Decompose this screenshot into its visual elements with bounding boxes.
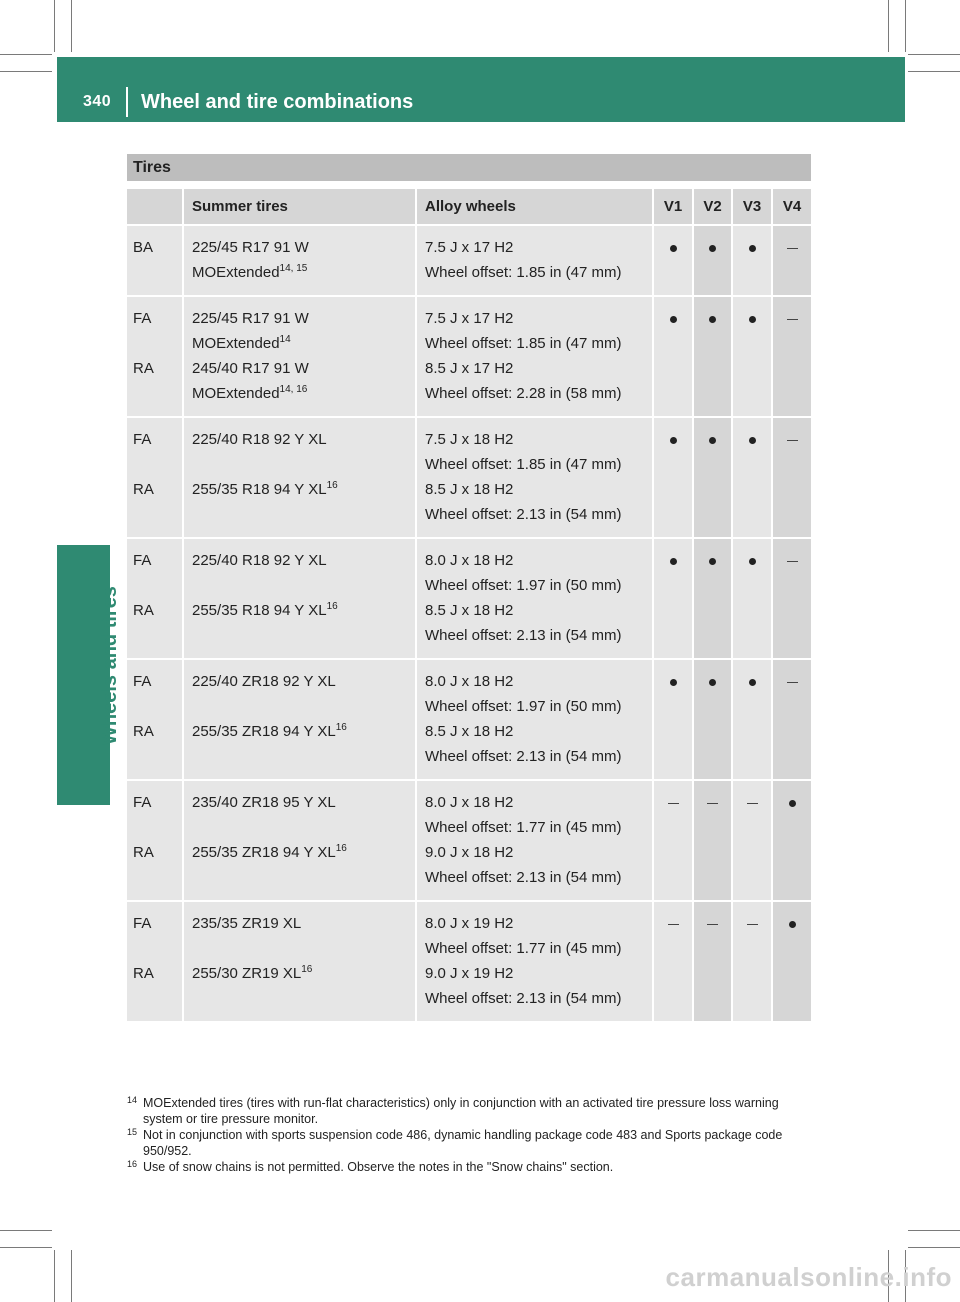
variant-cell <box>692 779 731 900</box>
wheel-spec: 8.0 J x 18 H2 <box>425 794 514 811</box>
available-dot-icon <box>670 437 677 444</box>
axle-label: FA <box>133 310 152 327</box>
axle-label: FA <box>133 794 152 811</box>
wheel-cell <box>415 537 652 658</box>
wheel-spec: 8.5 J x 18 H2 <box>425 723 514 740</box>
footnote <box>127 1095 817 1127</box>
crop-mark <box>0 54 52 55</box>
crop-mark <box>905 0 906 52</box>
tire-size: 225/45 R17 91 W <box>192 239 309 256</box>
not-available-dash-icon <box>787 561 798 562</box>
crop-mark <box>71 0 72 52</box>
axle-label: FA <box>133 431 152 448</box>
variant-cell <box>692 295 731 416</box>
not-available-dash-icon <box>787 319 798 320</box>
table-row <box>127 295 811 416</box>
not-available-dash-icon <box>707 803 718 804</box>
table-row <box>127 900 811 1021</box>
variant-cell <box>731 658 771 779</box>
footnote-ref: 16 <box>326 601 338 612</box>
tire-size: 255/30 ZR19 XL$^{16}$ <box>192 964 313 982</box>
axle-cell <box>127 295 182 416</box>
axle-label: RA <box>133 481 154 498</box>
variant-cell <box>692 416 731 537</box>
available-dot-icon <box>709 245 716 252</box>
tire-size: 255/35 R18 94 Y XL$^{16}$ <box>192 601 338 619</box>
wheel-spec: Wheel offset: 1.85 in (47 mm) <box>425 456 622 473</box>
available-dot-icon <box>709 679 716 686</box>
page-title: Wheel and tire combinations <box>141 91 414 113</box>
crop-mark <box>0 1247 52 1248</box>
not-available-dash-icon <box>707 924 718 925</box>
axle-label: FA <box>133 915 152 932</box>
axle-label: FA <box>133 552 152 569</box>
tire-size: 255/35 ZR18 94 Y XL$^{16}$ <box>192 843 347 861</box>
column-header: V4 <box>771 189 811 224</box>
axle-label: RA <box>133 723 154 740</box>
variant-cell <box>692 658 731 779</box>
wheel-cell <box>415 295 652 416</box>
wheel-spec: 9.0 J x 18 H2 <box>425 844 514 861</box>
wheel-spec: Wheel offset: 2.13 in (54 mm) <box>425 990 622 1007</box>
crop-mark <box>71 1250 72 1302</box>
footnote-text: Use of snow chains is not permitted. Observe the notes in the "Snow chains" section. <box>143 1160 614 1174</box>
table-header-row <box>127 189 811 224</box>
axle-cell <box>127 779 182 900</box>
wheel-spec: Wheel offset: 2.13 in (54 mm) <box>425 869 622 886</box>
wheel-cell <box>415 658 652 779</box>
wheel-spec: Wheel offset: 1.97 in (50 mm) <box>425 698 622 715</box>
variant-cell <box>731 537 771 658</box>
table-row <box>127 779 811 900</box>
not-available-dash-icon <box>668 924 679 925</box>
wheel-spec: Wheel offset: 1.85 in (47 mm) <box>425 264 622 281</box>
available-dot-icon <box>789 800 796 807</box>
wheel-spec: 8.0 J x 18 H2 <box>425 552 514 569</box>
footnote-number: 14 <box>127 1095 138 1105</box>
tire-size: 225/40 R18 92 Y XL <box>192 552 327 569</box>
column-header <box>127 189 182 224</box>
tires-table <box>127 189 811 1021</box>
axle-cell <box>127 900 182 1021</box>
footnote-number: 15 <box>127 1127 138 1137</box>
wheel-spec: Wheel offset: 2.13 in (54 mm) <box>425 627 622 644</box>
wheel-spec: 7.5 J x 17 H2 <box>425 239 514 256</box>
available-dot-icon <box>670 679 677 686</box>
variant-cell <box>731 900 771 1021</box>
available-dot-icon <box>749 558 756 565</box>
axle-label: RA <box>133 602 154 619</box>
tire-cell <box>182 658 415 779</box>
wheel-spec: Wheel offset: 1.97 in (50 mm) <box>425 577 622 594</box>
wheel-spec: Wheel offset: 2.13 in (54 mm) <box>425 506 622 523</box>
footnote-number: 16 <box>127 1159 138 1169</box>
axle-cell <box>127 537 182 658</box>
available-dot-icon <box>670 316 677 323</box>
variant-cell <box>771 224 811 295</box>
variant-cell <box>771 900 811 1021</box>
not-available-dash-icon <box>668 803 679 804</box>
tire-size: 235/35 ZR19 XL <box>192 915 302 932</box>
available-dot-icon <box>749 437 756 444</box>
crop-mark <box>54 1250 55 1302</box>
tire-cell <box>182 900 415 1021</box>
wheel-spec: Wheel offset: 2.28 in (58 mm) <box>425 385 622 402</box>
variant-cell <box>652 416 692 537</box>
axle-label: RA <box>133 965 154 982</box>
wheel-cell <box>415 900 652 1021</box>
wheel-spec: 8.5 J x 17 H2 <box>425 360 514 377</box>
available-dot-icon <box>709 558 716 565</box>
not-available-dash-icon <box>787 248 798 249</box>
watermark: carmanualsonline.info <box>665 1262 952 1292</box>
available-dot-icon <box>709 437 716 444</box>
crop-mark <box>908 54 960 55</box>
column-header: V1 <box>652 189 692 224</box>
variant-cell <box>731 779 771 900</box>
tire-size <box>192 815 409 840</box>
tire-cell <box>182 295 415 416</box>
tire-cell <box>182 779 415 900</box>
tire-size: 235/40 ZR18 95 Y XL <box>192 794 336 811</box>
page-number: 340 <box>83 93 112 110</box>
footnote <box>127 1159 817 1175</box>
axle-label: FA <box>133 673 152 690</box>
column-header: V3 <box>731 189 771 224</box>
tire-size <box>192 452 409 477</box>
available-dot-icon <box>749 316 756 323</box>
tire-size: MOExtended$^{14, 16}$ <box>192 384 308 402</box>
variant-cell <box>652 658 692 779</box>
side-tab-label: Wheels and tires <box>99 586 121 745</box>
variant-cell <box>771 658 811 779</box>
variant-cell <box>771 537 811 658</box>
footnote-text: Not in conjunction with sports suspension code 486, dynamic handling package code 483 and Sports package code 950/952. <box>143 1128 783 1158</box>
available-dot-icon <box>789 921 796 928</box>
column-header: Alloy wheels <box>415 189 652 224</box>
available-dot-icon <box>749 679 756 686</box>
wheel-spec: Wheel offset: 2.13 in (54 mm) <box>425 748 622 765</box>
section-title: Tires <box>133 159 171 176</box>
variant-cell <box>771 416 811 537</box>
crop-mark <box>888 0 889 52</box>
wheel-spec: 7.5 J x 17 H2 <box>425 310 514 327</box>
header-divider <box>126 87 128 117</box>
axle-label: BA <box>133 239 154 256</box>
available-dot-icon <box>670 245 677 252</box>
tire-cell <box>182 224 415 295</box>
variant-cell <box>652 779 692 900</box>
table-row <box>127 658 811 779</box>
tire-size: MOExtended$^{14, 15}$ <box>192 263 308 281</box>
footnote-text: MOExtended tires (tires with run-flat characteristics) only in conjunction with an activated tire pressure loss warning system or tire pressure monitor. <box>143 1096 779 1126</box>
available-dot-icon <box>670 558 677 565</box>
wheel-spec: 7.5 J x 18 H2 <box>425 431 514 448</box>
available-dot-icon <box>709 316 716 323</box>
not-available-dash-icon <box>787 440 798 441</box>
crop-mark <box>0 71 52 72</box>
wheel-cell <box>415 779 652 900</box>
footnote <box>127 1127 817 1159</box>
crop-mark <box>908 71 960 72</box>
variant-cell <box>692 537 731 658</box>
tire-cell <box>182 537 415 658</box>
variant-cell <box>692 900 731 1021</box>
variant-cell <box>652 224 692 295</box>
not-available-dash-icon <box>747 924 758 925</box>
tire-cell <box>182 416 415 537</box>
wheel-spec: 9.0 J x 19 H2 <box>425 965 514 982</box>
wheel-cell <box>415 416 652 537</box>
axle-cell <box>127 658 182 779</box>
footnote-ref: 16 <box>301 964 313 975</box>
wheel-cell <box>415 224 652 295</box>
wheel-spec: 8.0 J x 18 H2 <box>425 673 514 690</box>
wheel-spec: Wheel offset: 1.85 in (47 mm) <box>425 335 622 352</box>
variant-cell <box>731 416 771 537</box>
crop-mark <box>0 1230 52 1231</box>
axle-label: RA <box>133 360 154 377</box>
column-header: V2 <box>692 189 731 224</box>
wheel-spec: Wheel offset: 1.77 in (45 mm) <box>425 819 622 836</box>
not-available-dash-icon <box>747 803 758 804</box>
tire-size: 225/40 R18 92 Y XL <box>192 431 327 448</box>
variant-cell <box>731 295 771 416</box>
available-dot-icon <box>749 245 756 252</box>
section-bar <box>127 154 811 181</box>
wheel-spec: Wheel offset: 1.77 in (45 mm) <box>425 940 622 957</box>
crop-mark <box>908 1247 960 1248</box>
footnote-ref: 16 <box>335 843 347 854</box>
variant-cell <box>771 779 811 900</box>
footnote-ref: 14 <box>279 334 291 345</box>
footnote-ref: 14, 15 <box>279 263 308 274</box>
variant-cell <box>731 224 771 295</box>
footnote-ref: 14, 16 <box>279 384 308 395</box>
column-header: Summer tires <box>182 189 415 224</box>
variant-cell <box>692 224 731 295</box>
tire-size: 245/40 R17 91 W <box>192 360 309 377</box>
footnote-ref: 16 <box>335 722 347 733</box>
crop-mark <box>54 0 55 52</box>
wheel-spec: 8.0 J x 19 H2 <box>425 915 514 932</box>
tire-size <box>192 936 409 961</box>
footnote-ref: 16 <box>326 480 338 491</box>
variant-cell <box>652 537 692 658</box>
tire-size: 225/40 ZR18 92 Y XL <box>192 673 336 690</box>
footnotes <box>127 1095 817 1175</box>
tire-size: 225/45 R17 91 W <box>192 310 309 327</box>
tire-size: 255/35 ZR18 94 Y XL$^{16}$ <box>192 722 347 740</box>
wheel-spec: 8.5 J x 18 H2 <box>425 481 514 498</box>
table-row <box>127 416 811 537</box>
variant-cell <box>652 295 692 416</box>
table-row <box>127 224 811 295</box>
tire-size <box>192 573 409 598</box>
crop-mark <box>908 1230 960 1231</box>
axle-cell <box>127 416 182 537</box>
variant-cell <box>652 900 692 1021</box>
tire-size: MOExtended$^{14}$ <box>192 334 291 352</box>
axle-label: RA <box>133 844 154 861</box>
tire-size: 255/35 R18 94 Y XL$^{16}$ <box>192 480 338 498</box>
axle-cell <box>127 224 182 295</box>
tire-size <box>192 694 409 719</box>
table-row <box>127 537 811 658</box>
wheel-spec: 8.5 J x 18 H2 <box>425 602 514 619</box>
variant-cell <box>771 295 811 416</box>
not-available-dash-icon <box>787 682 798 683</box>
